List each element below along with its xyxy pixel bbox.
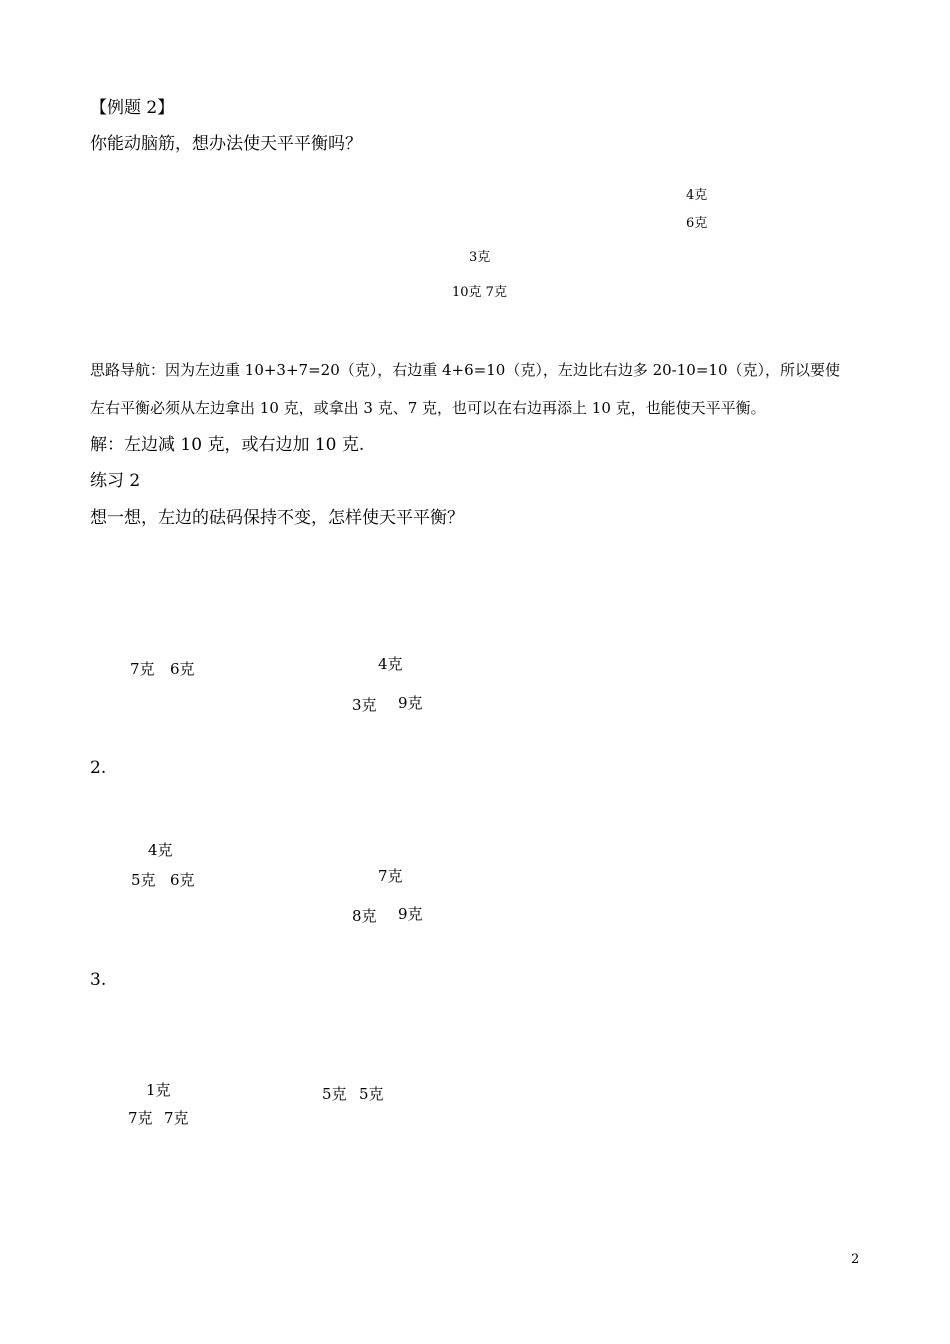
p2-left-weight-a: 5克: [131, 871, 156, 889]
example-question: 你能动脑筋，想办法使天平平衡吗？: [90, 134, 362, 154]
example-heading: 【例题 2】: [90, 98, 175, 118]
weight-right-top: 4克: [686, 188, 708, 203]
p2-right-weight-top: 7克: [378, 867, 403, 885]
p3-left-weight-a: 7克: [128, 1109, 153, 1127]
guide-line-1: 思路导航：因为左边重 10+3+7=20（克），右边重 4+6=10（克），左边比右边多 20-10=10（克），所以要使: [90, 361, 840, 379]
p3-number: 3.: [90, 970, 107, 990]
practice-heading: 练习 2: [90, 471, 141, 491]
p1-left-weight-a: 7克: [130, 660, 155, 678]
p3-right-weight-b: 5克: [359, 1085, 384, 1103]
p1-right-weight-b: 9克: [398, 694, 423, 712]
guide-line-2: 左右平衡必须从左边拿出 10 克，或拿出 3 克、7 克，也可以在右边再添上 10 克，也能使天平平衡。: [90, 399, 766, 417]
p2-left-weight-top: 4克: [148, 841, 173, 859]
p2-right-weight-b: 9克: [398, 905, 423, 923]
p1-right-weight-top: 4克: [378, 655, 403, 673]
p3-right-weight-a: 5克: [322, 1085, 347, 1103]
p2-left-weight-b: 6克: [170, 871, 195, 889]
weight-left-top: 3克: [469, 250, 491, 265]
solution: 解：左边减 10 克，或右边加 10 克.: [90, 435, 365, 455]
p2-right-weight-a: 8克: [352, 907, 377, 925]
p1-right-weight-a: 3克: [352, 696, 377, 714]
p3-left-weight-b: 7克: [164, 1109, 189, 1127]
weight-left-bottom: 10克 7克: [452, 285, 507, 300]
page-number: 2: [851, 1252, 860, 1267]
practice-question: 想一想，左边的砝码保持不变，怎样使天平平衡？: [90, 508, 464, 528]
p2-number: 2.: [90, 758, 107, 778]
weight-right-bottom: 6克: [686, 216, 708, 231]
p1-left-weight-b: 6克: [170, 660, 195, 678]
p3-left-weight-top: 1克: [146, 1081, 171, 1099]
